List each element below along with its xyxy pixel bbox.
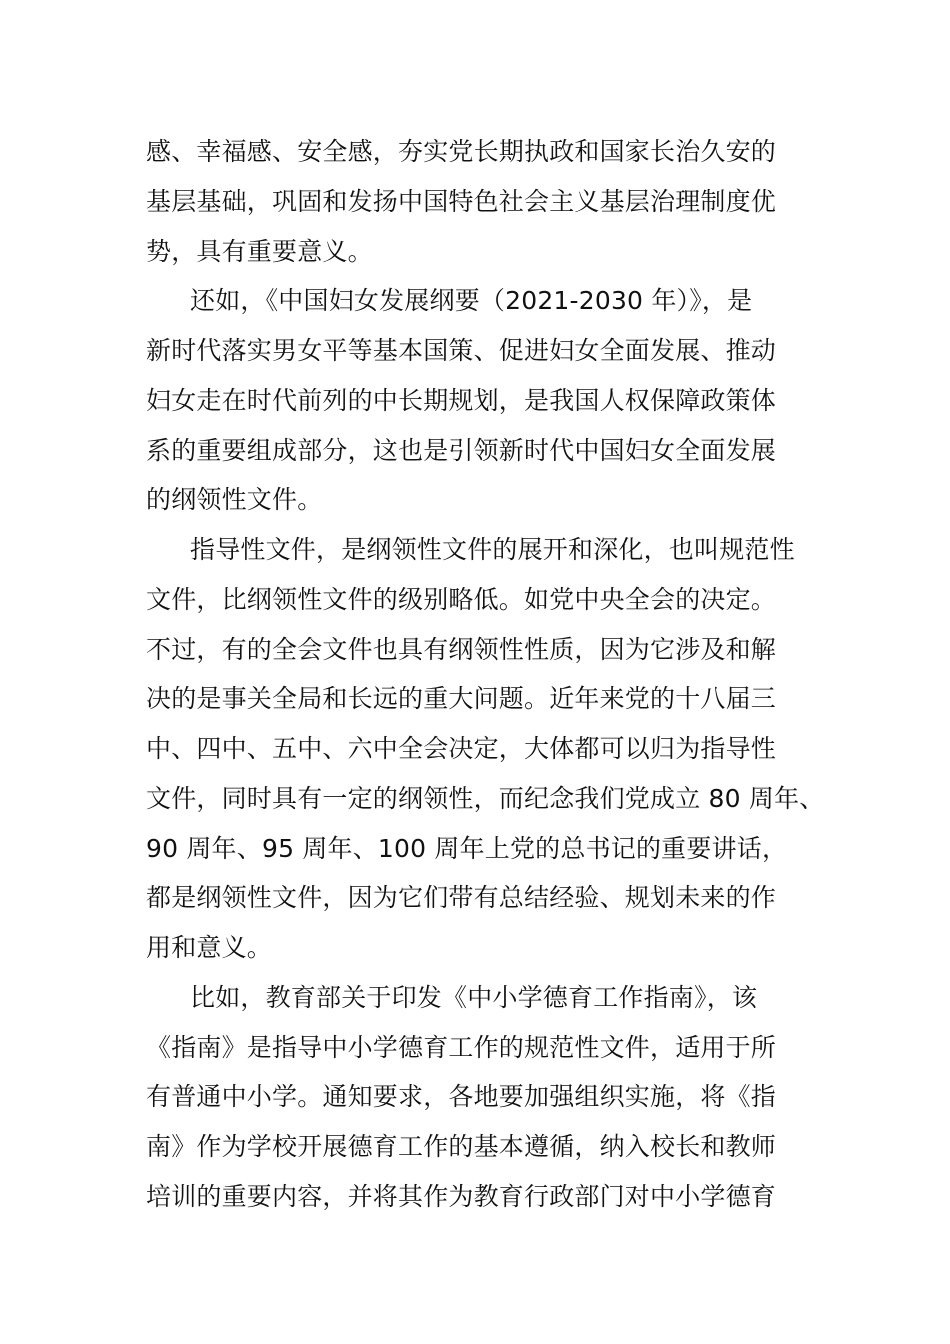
- text-line: 《指南》是指导中小学德育工作的规范性文件，适用于所: [146, 1033, 777, 1062]
- text-line: 还如，《中国妇女发展纲要（2021-2030 年）》，是: [190, 286, 753, 315]
- text-line: 南》作为学校开展德育工作的基本遵循，纳入校长和教师: [146, 1132, 777, 1161]
- text-line: 新时代落实男女平等基本国策、促进妇女全面发展、推动: [146, 336, 777, 365]
- text-line: 妇女走在时代前列的中长期规划，是我国人权保障政策体: [146, 386, 777, 415]
- text-line: 90 周年、95 周年、100 周年上党的总书记的重要讲话，: [146, 834, 788, 863]
- text-line: 文件，比纲领性文件的级别略低。如党中央全会的决定。: [146, 585, 777, 614]
- text-line: 势，具有重要意义。: [146, 237, 373, 266]
- text-line: 的纲领性文件。: [146, 485, 323, 514]
- text-line: 指导性文件，是纲领性文件的展开和深化，也叫规范性: [190, 535, 795, 564]
- text-line: 用和意义。: [146, 933, 273, 962]
- text-line: 决的是事关全局和长远的重大问题。近年来党的十八届三: [146, 684, 777, 713]
- text-line: 系的重要组成部分，这也是引领新时代中国妇女全面发展: [146, 436, 777, 465]
- text-line: 都是纲领性文件，因为它们带有总结经验、规划未来的作: [146, 883, 777, 912]
- text-line: 中、四中、五中、六中全会决定，大体都可以归为指导性: [146, 734, 777, 763]
- text-line: 比如，教育部关于印发《中小学德育工作指南》，该: [190, 983, 758, 1012]
- text-line: 有普通中小学。通知要求，各地要加强组织实施，将《指: [146, 1082, 777, 1111]
- text-line: 基层基础，巩固和发扬中国特色社会主义基层治理制度优: [146, 187, 777, 216]
- text-line: 文件，同时具有一定的纲领性，而纪念我们党成立 80 周年、: [146, 784, 825, 813]
- text-line: 不过，有的全会文件也具有纲领性性质，因为它涉及和解: [146, 635, 777, 664]
- text-line: 培训的重要内容，并将其作为教育行政部门对中小学德育: [146, 1182, 777, 1211]
- text-line: 感、幸福感、安全感，夯实党长期执政和国家长治久安的: [146, 137, 777, 166]
